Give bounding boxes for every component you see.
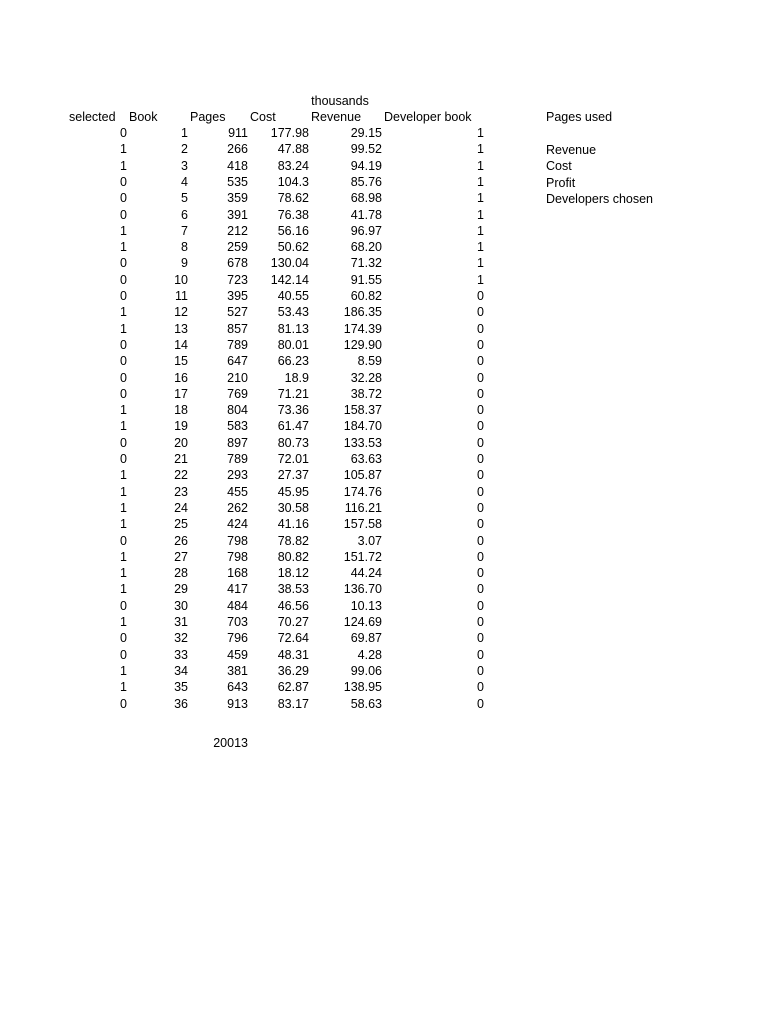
cell-book[interactable]: 2 — [181, 142, 188, 156]
cell-selected[interactable]: 0 — [120, 208, 127, 222]
cell-book[interactable]: 7 — [181, 224, 188, 238]
cell-selected[interactable]: 0 — [120, 126, 127, 140]
cell-book[interactable]: 4 — [181, 175, 188, 189]
cell-selected[interactable]: 0 — [120, 289, 127, 303]
cell-cost[interactable]: 47.88 — [277, 142, 309, 156]
cell-developer-book[interactable]: 0 — [477, 289, 484, 303]
cell-pages[interactable]: 796 — [227, 631, 248, 645]
label-revenue[interactable]: Revenue — [546, 143, 597, 157]
cell-cost[interactable]: 71.21 — [277, 387, 309, 401]
cell-developer-book[interactable]: 0 — [477, 436, 484, 450]
header-developer-book[interactable]: Developer book — [384, 110, 472, 124]
cell-book[interactable]: 5 — [181, 191, 188, 205]
cell-cost[interactable]: 18.9 — [284, 371, 309, 385]
label-profit[interactable]: Profit — [546, 176, 576, 190]
header-pages[interactable]: Pages — [190, 110, 226, 124]
cell-book[interactable]: 23 — [174, 485, 188, 499]
cell-pages[interactable]: 293 — [227, 468, 248, 482]
cell-revenue[interactable]: 138.95 — [343, 680, 382, 694]
cell-selected[interactable]: 1 — [120, 468, 127, 482]
cell-cost[interactable]: 80.73 — [277, 436, 309, 450]
cell-pages[interactable]: 647 — [227, 354, 248, 368]
cell-revenue[interactable]: 99.52 — [350, 142, 382, 156]
cell-cost[interactable]: 50.62 — [277, 240, 309, 254]
cell-cost[interactable]: 46.56 — [277, 599, 309, 613]
cell-pages[interactable]: 723 — [227, 273, 248, 287]
cell-cost[interactable]: 81.13 — [277, 322, 309, 336]
cell-book[interactable]: 9 — [181, 256, 188, 270]
cell-book[interactable]: 30 — [174, 599, 188, 613]
cell-pages[interactable]: 804 — [227, 403, 248, 417]
cell-pages[interactable]: 583 — [227, 419, 248, 433]
cell-book[interactable]: 31 — [174, 615, 188, 629]
cell-selected[interactable]: 0 — [120, 191, 127, 205]
cell-pages[interactable]: 455 — [227, 485, 248, 499]
cell-developer-book[interactable]: 0 — [477, 468, 484, 482]
cell-cost[interactable]: 142.14 — [270, 273, 309, 287]
cell-book[interactable]: 36 — [174, 697, 188, 711]
cell-revenue[interactable]: 29.15 — [350, 126, 382, 140]
cell-revenue[interactable]: 60.82 — [350, 289, 382, 303]
cell-revenue[interactable]: 129.90 — [343, 338, 382, 352]
cell-revenue[interactable]: 63.63 — [350, 452, 382, 466]
cell-revenue[interactable]: 91.55 — [350, 273, 382, 287]
cell-selected[interactable]: 0 — [120, 436, 127, 450]
cell-pages[interactable]: 769 — [227, 387, 248, 401]
cell-pages[interactable]: 535 — [227, 175, 248, 189]
cell-cost[interactable]: 76.38 — [277, 208, 309, 222]
cell-revenue[interactable]: 71.32 — [350, 256, 382, 270]
cell-revenue[interactable]: 38.72 — [350, 387, 382, 401]
cell-developer-book[interactable]: 0 — [477, 305, 484, 319]
cell-developer-book[interactable]: 1 — [477, 175, 484, 189]
cell-selected[interactable]: 1 — [120, 582, 127, 596]
cell-cost[interactable]: 36.29 — [277, 664, 309, 678]
label-cost[interactable]: Cost — [546, 159, 572, 173]
cell-book[interactable]: 32 — [174, 631, 188, 645]
cell-developer-book[interactable]: 0 — [477, 485, 484, 499]
cell-book[interactable]: 24 — [174, 501, 188, 515]
cell-developer-book[interactable]: 0 — [477, 338, 484, 352]
cell-book[interactable]: 10 — [174, 273, 188, 287]
cell-selected[interactable]: 0 — [120, 452, 127, 466]
cell-developer-book[interactable]: 1 — [477, 126, 484, 140]
cell-pages[interactable]: 678 — [227, 256, 248, 270]
cell-pages[interactable]: 789 — [227, 452, 248, 466]
cell-developer-book[interactable]: 0 — [477, 371, 484, 385]
header-selected[interactable]: selected — [69, 110, 116, 124]
cell-revenue[interactable]: 133.53 — [343, 436, 382, 450]
cell-pages[interactable]: 527 — [227, 305, 248, 319]
cell-pages[interactable]: 798 — [227, 550, 248, 564]
cell-pages[interactable]: 417 — [227, 582, 248, 596]
cell-book[interactable]: 8 — [181, 240, 188, 254]
cell-selected[interactable]: 1 — [120, 680, 127, 694]
cell-cost[interactable]: 66.23 — [277, 354, 309, 368]
cell-selected[interactable]: 0 — [120, 371, 127, 385]
cell-book[interactable]: 3 — [181, 159, 188, 173]
cell-developer-book[interactable]: 0 — [477, 354, 484, 368]
cell-cost[interactable]: 18.12 — [277, 566, 309, 580]
cell-revenue[interactable]: 85.76 — [350, 175, 382, 189]
cell-book[interactable]: 26 — [174, 534, 188, 548]
cell-developer-book[interactable]: 1 — [477, 142, 484, 156]
cell-cost[interactable]: 72.64 — [277, 631, 309, 645]
cell-revenue[interactable]: 96.97 — [350, 224, 382, 238]
header-revenue[interactable]: Revenue — [311, 110, 362, 124]
cell-revenue[interactable]: 68.20 — [350, 240, 382, 254]
cell-selected[interactable]: 0 — [120, 354, 127, 368]
cell-revenue[interactable]: 4.28 — [357, 648, 382, 662]
cell-pages[interactable]: 789 — [227, 338, 248, 352]
cell-book[interactable]: 6 — [181, 208, 188, 222]
cell-selected[interactable]: 0 — [120, 534, 127, 548]
cell-selected[interactable]: 1 — [120, 322, 127, 336]
cell-revenue[interactable]: 151.72 — [343, 550, 382, 564]
cell-cost[interactable]: 78.82 — [277, 534, 309, 548]
cell-cost[interactable]: 45.95 — [277, 485, 309, 499]
cell-cost[interactable]: 61.47 — [277, 419, 309, 433]
cell-selected[interactable]: 1 — [120, 142, 127, 156]
cell-selected[interactable]: 1 — [120, 550, 127, 564]
cell-selected[interactable]: 1 — [120, 403, 127, 417]
cell-selected[interactable]: 1 — [120, 664, 127, 678]
cell-developer-book[interactable]: 0 — [477, 550, 484, 564]
cell-selected[interactable]: 0 — [120, 338, 127, 352]
cell-revenue[interactable]: 158.37 — [343, 403, 382, 417]
cell-book[interactable]: 16 — [174, 371, 188, 385]
cell-book[interactable]: 20 — [174, 436, 188, 450]
cell-selected[interactable]: 1 — [120, 501, 127, 515]
cell-revenue[interactable]: 10.13 — [350, 599, 382, 613]
cell-revenue[interactable]: 94.19 — [350, 159, 382, 173]
cell-developer-book[interactable]: 0 — [477, 517, 484, 531]
cell-developer-book[interactable]: 1 — [477, 273, 484, 287]
cell-pages[interactable]: 359 — [227, 191, 248, 205]
cell-revenue[interactable]: 68.98 — [350, 191, 382, 205]
cell-pages[interactable]: 911 — [228, 126, 248, 140]
cell-pages[interactable]: 459 — [227, 648, 248, 662]
cell-revenue[interactable]: 44.24 — [350, 566, 382, 580]
cell-developer-book[interactable]: 1 — [477, 256, 484, 270]
cell-book[interactable]: 15 — [174, 354, 188, 368]
cell-pages[interactable]: 424 — [227, 517, 248, 531]
cell-selected[interactable]: 0 — [120, 631, 127, 645]
cell-developer-book[interactable]: 0 — [477, 566, 484, 580]
cell-revenue[interactable]: 184.70 — [343, 419, 382, 433]
cell-book[interactable]: 17 — [174, 387, 188, 401]
cell-book[interactable]: 27 — [174, 550, 188, 564]
cell-cost[interactable]: 80.01 — [277, 338, 309, 352]
cell-pages[interactable]: 897 — [227, 436, 248, 450]
cell-revenue[interactable]: 105.87 — [343, 468, 382, 482]
cell-book[interactable]: 33 — [174, 648, 188, 662]
cell-revenue[interactable]: 174.39 — [343, 322, 382, 336]
cell-book[interactable]: 34 — [174, 664, 188, 678]
cell-developer-book[interactable]: 0 — [477, 419, 484, 433]
cell-revenue[interactable]: 3.07 — [357, 534, 382, 548]
cell-cost[interactable]: 177.98 — [270, 126, 309, 140]
cell-cost[interactable]: 40.55 — [277, 289, 309, 303]
cell-pages[interactable]: 212 — [227, 224, 248, 238]
cell-pages[interactable]: 391 — [227, 208, 248, 222]
cell-cost[interactable]: 56.16 — [277, 224, 309, 238]
cell-selected[interactable]: 1 — [120, 159, 127, 173]
cell-cost[interactable]: 104.3 — [277, 175, 309, 189]
cell-developer-book[interactable]: 0 — [477, 697, 484, 711]
cell-cost[interactable]: 83.24 — [277, 159, 309, 173]
cell-book[interactable]: 21 — [174, 452, 188, 466]
cell-book[interactable]: 28 — [174, 566, 188, 580]
cell-book[interactable]: 11 — [175, 289, 188, 303]
cell-selected[interactable]: 1 — [120, 224, 127, 238]
cell-book[interactable]: 19 — [174, 419, 188, 433]
cell-revenue[interactable]: 157.58 — [343, 517, 382, 531]
cell-developer-book[interactable]: 1 — [477, 191, 484, 205]
cell-revenue[interactable]: 136.70 — [343, 582, 382, 596]
cell-cost[interactable]: 30.58 — [277, 501, 309, 515]
cell-selected[interactable]: 0 — [120, 697, 127, 711]
cell-developer-book[interactable]: 0 — [477, 387, 484, 401]
cell-selected[interactable]: 1 — [120, 419, 127, 433]
cell-selected[interactable]: 0 — [120, 387, 127, 401]
label-pages-used[interactable]: Pages used — [546, 110, 613, 124]
cell-book[interactable]: 1 — [181, 126, 188, 140]
cell-pages[interactable]: 418 — [227, 159, 248, 173]
pages-total[interactable]: 20013 — [213, 736, 248, 750]
cell-pages[interactable]: 259 — [227, 240, 248, 254]
cell-developer-book[interactable]: 1 — [477, 159, 484, 173]
cell-cost[interactable]: 48.31 — [277, 648, 309, 662]
cell-developer-book[interactable]: 0 — [477, 615, 484, 629]
cell-cost[interactable]: 83.17 — [277, 697, 309, 711]
cell-revenue[interactable]: 99.06 — [350, 664, 382, 678]
cell-selected[interactable]: 0 — [120, 256, 127, 270]
cell-pages[interactable]: 484 — [227, 599, 248, 613]
cell-book[interactable]: 35 — [174, 680, 188, 694]
cell-cost[interactable]: 130.04 — [270, 256, 309, 270]
cell-selected[interactable]: 0 — [120, 599, 127, 613]
header-book[interactable]: Book — [129, 110, 158, 124]
cell-selected[interactable]: 1 — [120, 566, 127, 580]
cell-book[interactable]: 12 — [174, 305, 188, 319]
cell-pages[interactable]: 168 — [227, 566, 248, 580]
header-cost[interactable]: Cost — [250, 110, 276, 124]
cell-selected[interactable]: 1 — [120, 305, 127, 319]
cell-developer-book[interactable]: 1 — [477, 240, 484, 254]
units-note[interactable]: thousands — [311, 94, 369, 108]
cell-book[interactable]: 13 — [174, 322, 188, 336]
cell-book[interactable]: 14 — [174, 338, 188, 352]
cell-developer-book[interactable]: 0 — [477, 582, 484, 596]
cell-cost[interactable]: 27.37 — [277, 468, 309, 482]
cell-pages[interactable]: 798 — [227, 534, 248, 548]
cell-revenue[interactable]: 32.28 — [350, 371, 382, 385]
cell-selected[interactable]: 1 — [120, 517, 127, 531]
cell-pages[interactable]: 262 — [227, 501, 248, 515]
cell-revenue[interactable]: 69.87 — [350, 631, 382, 645]
cell-cost[interactable]: 62.87 — [277, 680, 309, 694]
cell-developer-book[interactable]: 0 — [477, 631, 484, 645]
cell-developer-book[interactable]: 0 — [477, 599, 484, 613]
cell-developer-book[interactable]: 0 — [477, 680, 484, 694]
cell-book[interactable]: 29 — [174, 582, 188, 596]
cell-cost[interactable]: 70.27 — [277, 615, 309, 629]
cell-revenue[interactable]: 174.76 — [343, 485, 382, 499]
cell-book[interactable]: 25 — [174, 517, 188, 531]
cell-pages[interactable]: 266 — [227, 142, 248, 156]
cell-pages[interactable]: 643 — [227, 680, 248, 694]
cell-pages[interactable]: 703 — [227, 615, 248, 629]
cell-developer-book[interactable]: 0 — [477, 648, 484, 662]
cell-pages[interactable]: 913 — [227, 697, 248, 711]
cell-developer-book[interactable]: 0 — [477, 664, 484, 678]
cell-revenue[interactable]: 8.59 — [357, 354, 382, 368]
cell-developer-book[interactable]: 0 — [477, 501, 484, 515]
cell-revenue[interactable]: 58.63 — [350, 697, 382, 711]
cell-developer-book[interactable]: 0 — [477, 322, 484, 336]
cell-cost[interactable]: 73.36 — [277, 403, 309, 417]
cell-developer-book[interactable]: 0 — [477, 452, 484, 466]
cell-developer-book[interactable]: 1 — [477, 208, 484, 222]
cell-cost[interactable]: 53.43 — [277, 305, 309, 319]
cell-selected[interactable]: 0 — [120, 273, 127, 287]
cell-developer-book[interactable]: 0 — [477, 403, 484, 417]
cell-book[interactable]: 18 — [174, 403, 188, 417]
cell-revenue[interactable]: 124.69 — [343, 615, 382, 629]
cell-revenue[interactable]: 41.78 — [350, 208, 382, 222]
cell-selected[interactable]: 0 — [120, 648, 127, 662]
cell-developer-book[interactable]: 0 — [477, 534, 484, 548]
cell-selected[interactable]: 1 — [120, 485, 127, 499]
cell-selected[interactable]: 1 — [120, 615, 127, 629]
cell-cost[interactable]: 38.53 — [277, 582, 309, 596]
cell-selected[interactable]: 1 — [120, 240, 127, 254]
cell-revenue[interactable]: 116.21 — [344, 501, 382, 515]
cell-book[interactable]: 22 — [174, 468, 188, 482]
cell-revenue[interactable]: 186.35 — [343, 305, 382, 319]
cell-cost[interactable]: 72.01 — [277, 452, 309, 466]
cell-pages[interactable]: 381 — [227, 664, 248, 678]
cell-cost[interactable]: 78.62 — [277, 191, 309, 205]
cell-pages[interactable]: 210 — [227, 371, 248, 385]
cell-cost[interactable]: 80.82 — [277, 550, 309, 564]
cell-pages[interactable]: 395 — [227, 289, 248, 303]
cell-selected[interactable]: 0 — [120, 175, 127, 189]
label-developers-chosen[interactable]: Developers chosen — [546, 192, 654, 206]
cell-developer-book[interactable]: 1 — [477, 224, 484, 238]
cell-cost[interactable]: 41.16 — [277, 517, 309, 531]
cell-pages[interactable]: 857 — [227, 322, 248, 336]
